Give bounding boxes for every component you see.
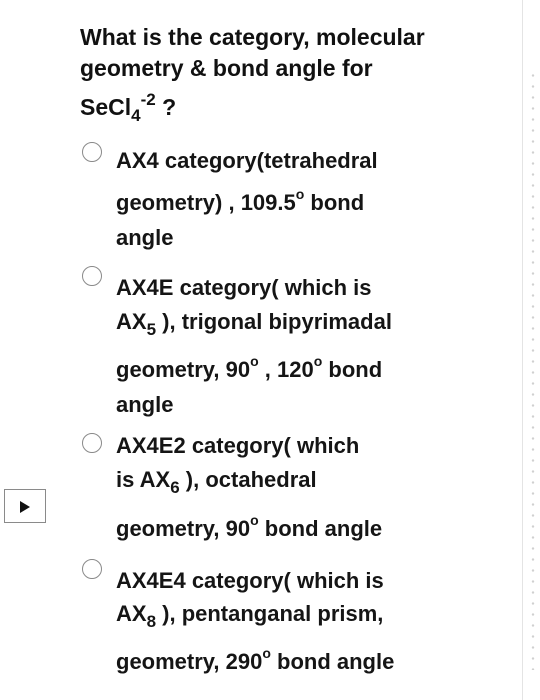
option-4-line-3: geometry, 290$^o$ bond angle: [116, 645, 395, 674]
option-1-line-2: geometry) , 109.5$^o$ bond: [116, 186, 365, 215]
option-2-line-2: $AX_5$ ), trigonal bipyrimadal: [116, 309, 392, 339]
option-1-line-1: AX4 category(tetrahedral: [116, 148, 378, 173]
option-2-line-1: AX4E category( which is: [116, 275, 372, 300]
play-button[interactable]: [4, 489, 46, 523]
right-panel-pattern: [530, 70, 536, 670]
question-line-1: What is the category, molecular: [80, 24, 425, 50]
option-4-line-2: $AX_8$ ), pentanganal prism,: [116, 601, 384, 631]
degree-mark: o: [313, 353, 323, 369]
formula-superscript: -2: [140, 90, 156, 109]
option-3-line-1: AX4E2 category( which: [116, 433, 360, 458]
option-3-line-2: is $AX_6$ ), octahedral: [116, 467, 317, 497]
radio-option-4[interactable]: [82, 559, 102, 579]
question-line-2: geometry & bond angle for: [80, 55, 373, 81]
option-2-line-3: geometry, 90$^o$ , 120$^o$ bond: [116, 353, 383, 382]
question-formula: [80, 89, 490, 125]
option-4-line-1: AX4E4 category( which is: [116, 568, 384, 593]
degree-mark: o: [250, 512, 259, 528]
option-3-line-3: geometry, 90$^o$ bond angle: [116, 512, 383, 541]
formula-suffix: ?: [155, 94, 177, 120]
question-text: [80, 22, 490, 125]
degree-mark: o: [262, 645, 271, 661]
formula-subscript: 4: [131, 106, 141, 125]
radio-option-1[interactable]: [82, 142, 102, 162]
radio-option-2[interactable]: [82, 266, 102, 286]
play-triangle-icon: [20, 501, 30, 513]
degree-mark: o: [250, 353, 259, 369]
formula-base: SeCl: [80, 94, 132, 120]
option-2-line-4: angle: [116, 392, 174, 417]
radio-option-3[interactable]: [82, 433, 102, 453]
option-1-line-3: angle: [116, 225, 174, 250]
degree-mark: o: [295, 186, 305, 202]
